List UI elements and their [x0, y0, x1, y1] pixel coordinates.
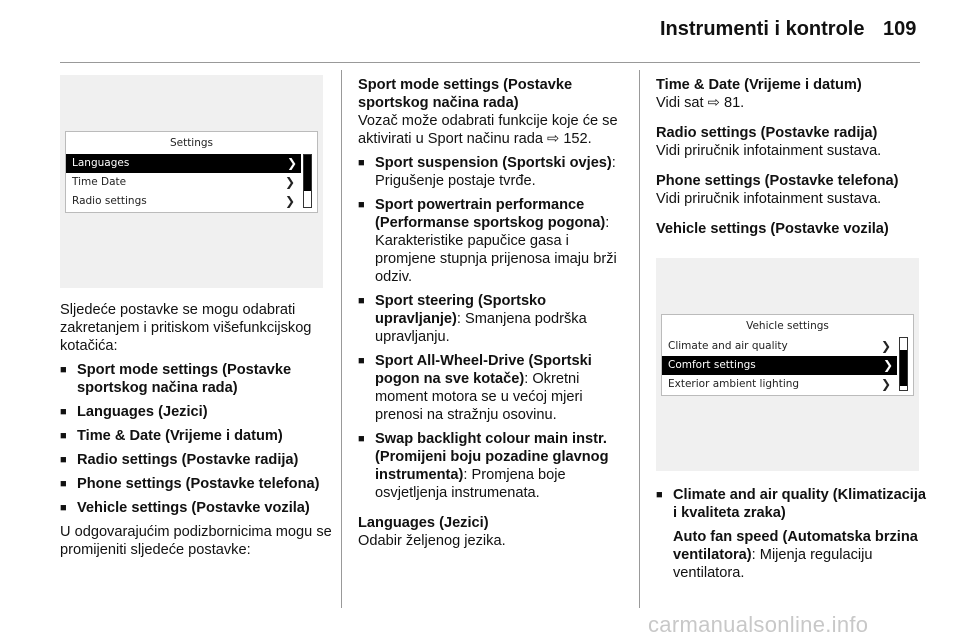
bullet-square-icon: ■ — [358, 157, 365, 169]
bullet-square-icon: ■ — [60, 430, 67, 442]
right-column-text — [656, 76, 928, 238]
screen-scrollbar — [899, 337, 908, 391]
list-item: ■ Languages (Jezici) — [60, 404, 208, 420]
middle-column-text — [358, 76, 630, 550]
page-reference-arrow-icon: ⇨ — [547, 131, 560, 147]
menu-item-label: Climate and air quality — [668, 340, 788, 352]
bullet-square-icon: ■ — [358, 433, 365, 445]
body-text: Vidi priručnik infotainment sustava. — [656, 191, 882, 207]
list-item: ■ Swap backlight colour main instr. (Promijeni boju pozadine glavnog instrumenta): Promjena boje osvjetljenja instrumenata. — [358, 431, 609, 501]
screen-menu-item-comfort — [662, 356, 897, 375]
settings-screen-panel — [60, 75, 323, 288]
chevron-right-icon: ❯ — [880, 377, 891, 391]
screen-menu-item-languages — [66, 154, 301, 173]
list-item: ■ Sport suspension (Sportski ovjes): Prigušenje postaje tvrđe. — [358, 155, 616, 189]
screen-title: Settings — [169, 137, 214, 149]
header-divider — [60, 62, 920, 63]
scrollbar-thumb — [900, 350, 907, 386]
right-column-lower-text — [656, 480, 928, 582]
list-item: ■ Sport steering (Sportsko upravljanje): Smanjena podrška upravljanju. — [358, 293, 587, 345]
bullet-square-icon: ■ — [656, 489, 663, 501]
bullet-square-icon: ■ — [60, 454, 67, 466]
vehicle-settings-screen — [661, 314, 914, 396]
chevron-right-icon: ❯ — [284, 194, 295, 208]
section-heading: Vehicle settings (Postavke vozila) — [656, 221, 889, 237]
bullet-square-icon: ■ — [60, 364, 67, 376]
page-reference: 152. — [563, 131, 592, 147]
bullet-square-icon: ■ — [358, 199, 365, 211]
body-text: Odabir željenog jezika. — [358, 533, 506, 549]
screen-menu-item-radio-settings — [66, 192, 317, 211]
column-divider — [341, 70, 342, 608]
list-item: ■ Time & Date (Vrijeme i datum) — [60, 428, 283, 444]
menu-item-label: Comfort settings — [668, 359, 756, 371]
list-item: ■ Sport mode settings (Postavke sportskog načina rada) — [60, 362, 292, 396]
page-reference: 81. — [723, 95, 745, 111]
menu-item-label: Radio settings — [72, 195, 147, 207]
chevron-right-icon: ❯ — [882, 358, 893, 372]
vehicle-settings-screen-panel — [656, 258, 919, 471]
page-reference-arrow-icon: ⇨ — [707, 95, 720, 111]
column-divider — [639, 70, 640, 608]
list-item: ■ Sport powertrain performance (Performanse sportskog pogona): Karakteristike papučice gasa i promjene stupnja prijenosa imaju brži odziv. — [358, 197, 617, 285]
menu-item-label: Languages — [72, 157, 130, 169]
list-item: ■ Radio settings (Postavke radija) — [60, 452, 299, 468]
bullet-square-icon: ■ — [358, 355, 365, 367]
bullet-square-icon: ■ — [60, 406, 67, 418]
bullet-square-icon: ■ — [60, 478, 67, 490]
section-heading: Sport mode settings (Postavke sportskog načina rada) — [358, 77, 573, 111]
chevron-right-icon: ❯ — [880, 339, 891, 353]
screen-menu-item-time-date — [66, 173, 317, 192]
list-item: ■ Sport All-Wheel-Drive (Sportski pogon na sve kotače): Okretni moment motora se u većoj mjeri prenosi na stražnju osovinu. — [358, 353, 592, 423]
screen-menu-item-exterior-lighting — [662, 375, 913, 394]
section-heading: Radio settings (Postavke radija) — [656, 125, 878, 141]
section-heading: Phone settings (Postavke telefona) — [656, 173, 899, 189]
bullet-square-icon: ■ — [60, 502, 67, 514]
sub-heading: Auto fan speed (Automatska brzina ventilatora) — [673, 529, 918, 563]
page-title: Instrumenti i kontrole — [660, 18, 865, 40]
list-item: ■ Phone settings (Postavke telefona) — [60, 476, 320, 492]
body-text: Vidi sat ⇨ 81. — [656, 95, 745, 111]
screen-menu-item-climate — [662, 337, 913, 356]
bullet-square-icon: ■ — [358, 295, 365, 307]
chevron-right-icon: ❯ — [286, 156, 297, 170]
page-number: 109 — [883, 18, 917, 40]
outro-text: U odgovarajućim podizbornicima mogu se promijeniti sljedeće postavke: — [60, 524, 332, 558]
settings-screen — [65, 131, 318, 213]
left-column-text — [60, 301, 332, 559]
body-text: Vidi priručnik infotainment sustava. — [656, 143, 882, 159]
menu-item-label: Exterior ambient lighting — [668, 378, 800, 390]
chevron-right-icon: ❯ — [284, 175, 295, 189]
section-heading: Languages (Jezici) — [358, 515, 489, 531]
watermark: carmanualsonline.info — [648, 612, 869, 637]
intro-text: Sljedeće postavke se mogu odabrati zakretanjem i pritiskom višefunkcijskog kotačića: — [60, 302, 312, 354]
section-heading: Time & Date (Vrijeme i datum) — [656, 77, 862, 93]
body-text: Vozač može odabrati funkcije koje će se aktivirati u Sport načinu rada ⇨ 152. — [358, 113, 618, 147]
screen-scrollbar — [303, 154, 312, 208]
list-item: ■ Climate and air quality (Klimatizacija i kvaliteta zraka) Auto fan speed (Automatska brzina ventilatora): Mijenja regulaciju ventilatora. — [656, 487, 927, 581]
screen-title: Vehicle settings — [746, 320, 829, 332]
list-item: ■ Vehicle settings (Postavke vozila) — [60, 500, 310, 516]
menu-item-label: Time Date — [72, 176, 127, 188]
scrollbar-thumb — [304, 155, 311, 191]
